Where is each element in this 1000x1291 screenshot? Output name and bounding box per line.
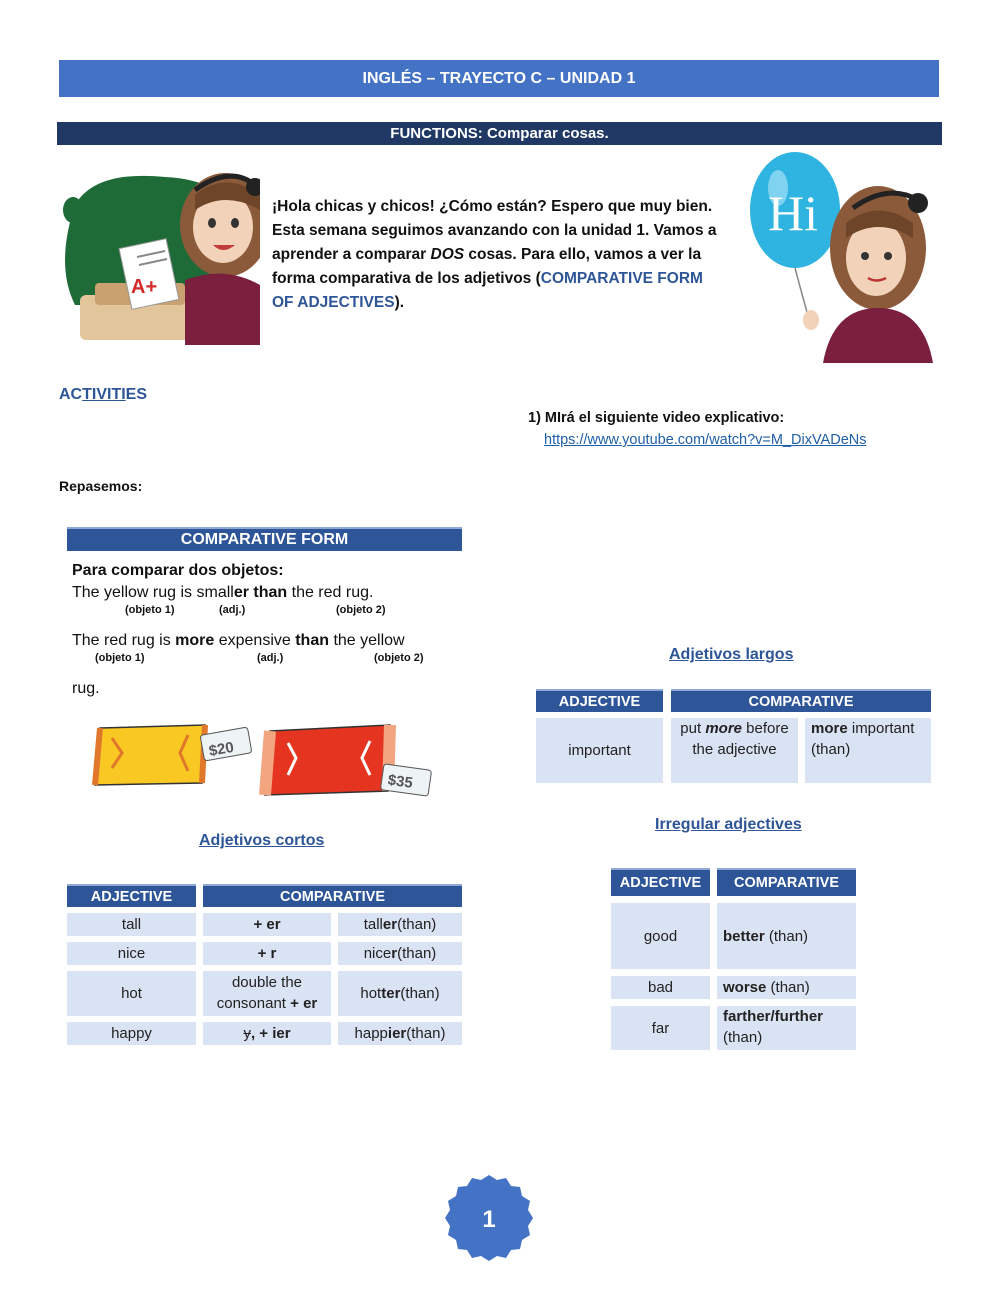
table-cell: put more before the adjective xyxy=(671,718,798,783)
table-cell: + r xyxy=(203,942,331,965)
table-cell: nice r (than) xyxy=(338,942,462,965)
table-cell: + er xyxy=(203,913,331,936)
label-objeto-2: (objeto 2) xyxy=(374,652,424,664)
comparative-highlight: COMPARATIVE FORM OF ADJECTIVES xyxy=(272,270,703,311)
comparative-form-header: COMPARATIVE FORM xyxy=(67,527,462,551)
table-cell: hot xyxy=(67,971,196,1016)
short-adjectives-title: Adjetivos cortos xyxy=(199,832,325,849)
long-table-header-comparative: COMPARATIVE xyxy=(671,689,931,712)
comparative-form-heading: Para comparar dos objetos: xyxy=(72,562,284,579)
rugs-illustration xyxy=(90,703,435,803)
example-sentence-2-end: rug. xyxy=(72,680,100,697)
teacher-balloon-illustration xyxy=(748,148,938,363)
page-number: 1 xyxy=(482,1206,496,1233)
short-table-header-comparative: COMPARATIVE xyxy=(203,884,462,907)
table-cell: important xyxy=(536,718,663,783)
functions-title: FUNCTIONS: Comparar cosas. xyxy=(390,125,609,142)
teacher-chalkboard-illustration xyxy=(55,165,260,345)
label-adj: (adj.) xyxy=(219,604,246,616)
repasemos-label: Repasemos: xyxy=(59,478,143,494)
dos-emphasis: DOS xyxy=(430,246,465,263)
table-cell: better (than) xyxy=(717,903,856,969)
step-1-instruction: 1) MIrá el siguiente video explicativo: xyxy=(528,410,785,426)
label-objeto-2: (objeto 2) xyxy=(336,604,386,616)
irregular-table-header-comparative: COMPARATIVE xyxy=(717,868,856,896)
table-cell: worse (than) xyxy=(717,976,856,999)
table-cell: y , + ier xyxy=(203,1022,331,1045)
example-sentence-2: The red rug is more expensive than the yellow xyxy=(72,632,405,649)
table-cell: bad xyxy=(611,976,710,999)
page-title: INGLÉS – TRAYECTO C – UNIDAD 1 xyxy=(362,69,636,87)
table-cell: nice xyxy=(67,942,196,965)
table-cell: happ ier (than) xyxy=(338,1022,462,1045)
long-table-header-adjective: ADJECTIVE xyxy=(536,689,663,712)
short-table-header-adjective: ADJECTIVE xyxy=(67,884,196,907)
video-link[interactable]: https://www.youtube.com/watch?v=M_DixVADeNs xyxy=(544,432,867,448)
table-cell: happy xyxy=(67,1022,196,1045)
long-adjectives-title: Adjetivos largos xyxy=(669,646,794,663)
functions-bar xyxy=(57,122,942,145)
balloon-hi-text: Hi xyxy=(768,185,818,241)
example-sentence-1: The yellow rug is smaller than the red rug. xyxy=(72,584,374,601)
table-cell: more important (than) xyxy=(805,718,931,783)
label-objeto-1: (objeto 1) xyxy=(125,604,175,616)
price-tag-yellow: $20 xyxy=(207,738,236,760)
table-cell: hot ter (than) xyxy=(338,971,462,1016)
table-cell: tall xyxy=(67,913,196,936)
activities-heading: ACTIVITIES xyxy=(59,386,148,403)
label-objeto-1: (objeto 1) xyxy=(95,652,145,664)
label-adj: (adj.) xyxy=(257,652,284,664)
page-title-bar xyxy=(59,60,939,97)
irregular-table-header-adjective: ADJECTIVE xyxy=(611,868,710,896)
table-cell: good xyxy=(611,903,710,969)
grade-text: A+ xyxy=(131,276,158,298)
intro-paragraph: ¡Hola chicas y chicos! ¿Cómo están? Espero que muy bien. Esta semana seguimos avanzando con la unidad 1. Vamos a aprender a comparar DOS cosas. Para ello, vamos a ver la forma comparativa de los adjetivos (COMPARATIVE FORM OF ADJECTIVES). xyxy=(272,198,717,311)
price-tag-red: $35 xyxy=(386,771,414,792)
table-cell: farther/further (than) xyxy=(717,1006,856,1050)
table-cell: tall er (than) xyxy=(338,913,462,936)
table-cell: double the consonant + er xyxy=(203,971,331,1016)
table-cell: far xyxy=(611,1006,710,1050)
irregular-adjectives-title: Irregular adjectives xyxy=(655,816,802,833)
page-number-badge xyxy=(444,1173,534,1263)
